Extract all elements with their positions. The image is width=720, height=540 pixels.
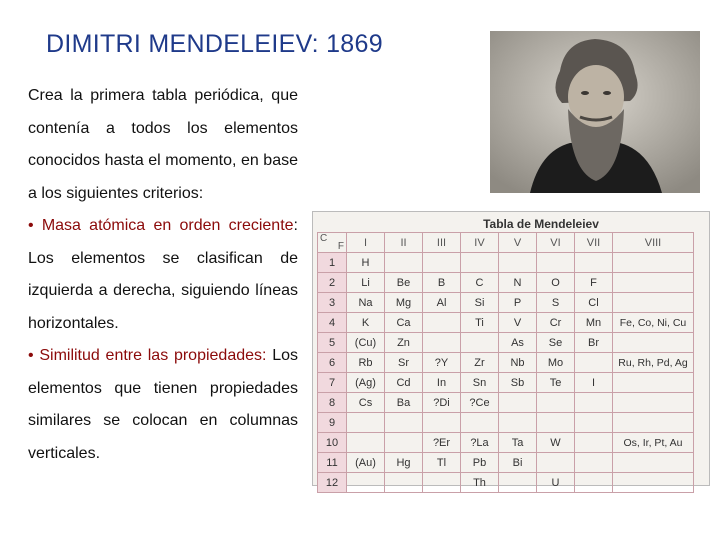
table-row (318, 453, 694, 473)
row-number: 10 (318, 433, 347, 453)
element-cell (347, 433, 385, 453)
corner-c: C (320, 233, 328, 244)
element-cell (461, 413, 499, 433)
element-cell (385, 433, 423, 453)
row-number: 8 (318, 393, 347, 413)
group-header: III (423, 233, 461, 253)
element-cell: Mg (385, 293, 423, 313)
element-cell: ?Di (423, 393, 461, 413)
element-cell: Se (537, 333, 575, 353)
element-cell: Tl (423, 453, 461, 473)
element-cell: C (461, 273, 499, 293)
element-cell (499, 413, 537, 433)
element-cell: P (499, 293, 537, 313)
element-cell: Al (423, 293, 461, 313)
element-cell: H (347, 253, 385, 273)
element-cell: Rb (347, 353, 385, 373)
element-cell: Be (385, 273, 423, 293)
element-cell: K (347, 313, 385, 333)
element-cell (499, 473, 537, 493)
element-cell: V (499, 313, 537, 333)
element-cell (385, 473, 423, 493)
element-cell (575, 393, 613, 413)
element-cell (537, 253, 575, 273)
element-cell: ?La (461, 433, 499, 453)
element-cell (575, 433, 613, 453)
element-cell: Br (575, 333, 613, 353)
element-cell: In (423, 373, 461, 393)
element-cell: As (499, 333, 537, 353)
element-cell (347, 413, 385, 433)
element-cell (613, 293, 694, 313)
element-cell: Bi (499, 453, 537, 473)
element-cell (575, 453, 613, 473)
table-row (318, 333, 694, 353)
group-header: V (499, 233, 537, 253)
element-cell (613, 333, 694, 353)
row-number: 12 (318, 473, 347, 493)
element-cell: Zn (385, 333, 423, 353)
element-cell: F (575, 273, 613, 293)
table-row (318, 353, 694, 373)
element-cell (613, 373, 694, 393)
element-cell: Pb (461, 453, 499, 473)
row-number: 1 (318, 253, 347, 273)
table-row (318, 293, 694, 313)
element-cell (423, 413, 461, 433)
element-cell: Si (461, 293, 499, 313)
group-header: II (385, 233, 423, 253)
table-row (318, 253, 694, 273)
element-cell (461, 253, 499, 273)
periodic-table-grid (317, 232, 694, 493)
corner-cell (318, 233, 347, 253)
element-cell: B (423, 273, 461, 293)
element-cell (613, 393, 694, 413)
criterion-similarity-text: Los elementos que tienen propiedades similares se colocan en columnas verticales. (28, 347, 299, 462)
table-row (318, 473, 694, 493)
table-row (318, 433, 694, 453)
criterion-mass (28, 210, 298, 340)
element-cell: Ca (385, 313, 423, 333)
mendeleiev-portrait (490, 31, 700, 193)
group-header: IV (461, 233, 499, 253)
element-cell (385, 253, 423, 273)
group-header: VI (537, 233, 575, 253)
element-cell: (Au) (347, 453, 385, 473)
row-number: 6 (318, 353, 347, 373)
element-cell: Zr (461, 353, 499, 373)
criterion-similarity-label: • Similitud entre las propiedades: (28, 347, 267, 364)
table-row (318, 273, 694, 293)
row-number: 2 (318, 273, 347, 293)
element-cell: U (537, 473, 575, 493)
element-cell: Ta (499, 433, 537, 453)
element-cell: Mn (575, 313, 613, 333)
element-cell (423, 333, 461, 353)
mendeleiev-table (312, 211, 710, 489)
element-cell: Cl (575, 293, 613, 313)
table-row (318, 313, 694, 333)
element-cell: I (575, 373, 613, 393)
element-cell: N (499, 273, 537, 293)
element-cell: Cs (347, 393, 385, 413)
element-cell (575, 413, 613, 433)
element-cell (423, 313, 461, 333)
element-cell: (Cu) (347, 333, 385, 353)
criterion-mass-text: : Los elementos se clasifican de izquierda a derecha, siguiendo líneas horizontales. (28, 217, 298, 332)
row-number: 7 (318, 373, 347, 393)
element-cell (613, 453, 694, 473)
element-cell: Os, Ir, Pt, Au (613, 433, 694, 453)
element-cell: ?Ce (461, 393, 499, 413)
element-cell: W (537, 433, 575, 453)
element-cell: Na (347, 293, 385, 313)
table-header-row (318, 233, 694, 253)
element-cell: Th (461, 473, 499, 493)
element-cell (385, 413, 423, 433)
element-cell (347, 473, 385, 493)
group-header: VII (575, 233, 613, 253)
row-number: 4 (318, 313, 347, 333)
table-row (318, 373, 694, 393)
group-header: I (347, 233, 385, 253)
element-cell: (Ag) (347, 373, 385, 393)
element-cell: Nb (499, 353, 537, 373)
intro-paragraph: Crea la primera tabla periódica, que contenía a todos los elementos conocidos hasta el momento, en base a los siguientes criterios: (28, 87, 298, 202)
element-cell (537, 453, 575, 473)
element-cell: Fe, Co, Ni, Cu (613, 313, 694, 333)
element-cell: Ba (385, 393, 423, 413)
element-cell: S (537, 293, 575, 313)
element-cell (613, 473, 694, 493)
table-body (318, 253, 694, 493)
element-cell: Ru, Rh, Pd, Ag (613, 353, 694, 373)
element-cell: Hg (385, 453, 423, 473)
element-cell (423, 473, 461, 493)
element-cell: ?Y (423, 353, 461, 373)
criterion-mass-label: • Masa atómica en orden creciente (28, 217, 294, 234)
row-number: 5 (318, 333, 347, 353)
element-cell (537, 393, 575, 413)
element-cell (613, 273, 694, 293)
element-cell (499, 253, 537, 273)
element-cell (537, 413, 575, 433)
criterion-similarity (28, 340, 298, 470)
table-row (318, 393, 694, 413)
row-number: 11 (318, 453, 347, 473)
element-cell (613, 413, 694, 433)
element-cell (575, 253, 613, 273)
element-cell: Ti (461, 313, 499, 333)
page-title: DIMITRI MENDELEIEV: 1869 (46, 30, 383, 58)
element-cell: Li (347, 273, 385, 293)
element-cell: Mo (537, 353, 575, 373)
element-cell: O (537, 273, 575, 293)
element-cell (423, 253, 461, 273)
group-header: VIII (613, 233, 694, 253)
table-title: Tabla de Mendeleiev (483, 217, 599, 231)
element-cell: ?Er (423, 433, 461, 453)
body-text (28, 80, 298, 470)
row-number: 9 (318, 413, 347, 433)
corner-f: F (337, 241, 344, 252)
element-cell (575, 353, 613, 373)
row-number: 3 (318, 293, 347, 313)
element-cell: Sn (461, 373, 499, 393)
element-cell (499, 393, 537, 413)
element-cell: Sr (385, 353, 423, 373)
element-cell: Cd (385, 373, 423, 393)
element-cell (613, 253, 694, 273)
element-cell: Cr (537, 313, 575, 333)
element-cell: Sb (499, 373, 537, 393)
table-row (318, 413, 694, 433)
element-cell (461, 333, 499, 353)
element-cell (575, 473, 613, 493)
element-cell: Te (537, 373, 575, 393)
